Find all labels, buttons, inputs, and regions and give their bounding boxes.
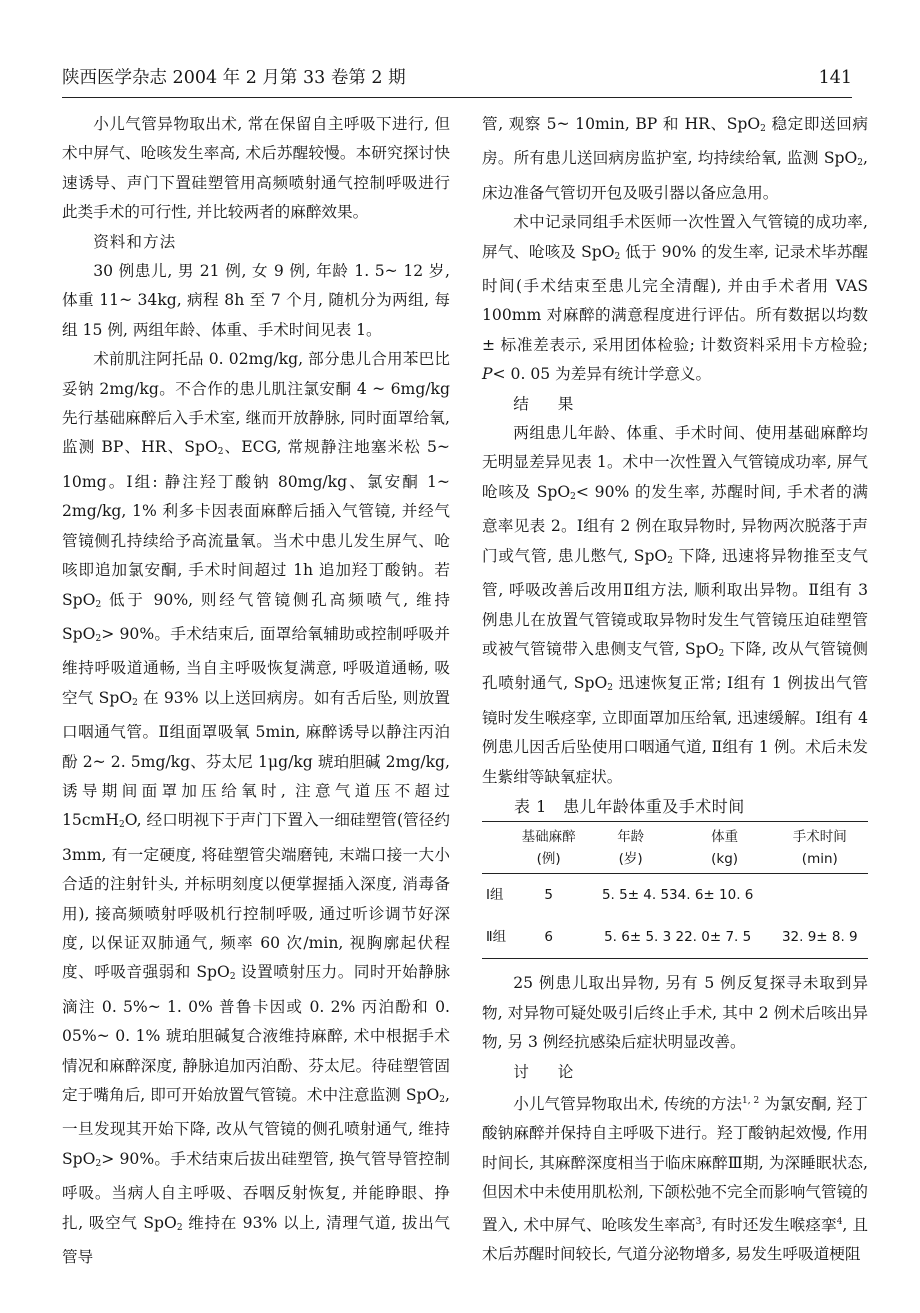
table-row	[482, 874, 868, 917]
section-heading-discussion: 讨 论	[513, 1062, 586, 1081]
citation-ref: 1, 2	[742, 1095, 760, 1106]
table-cell: 6	[544, 929, 553, 946]
table-row	[482, 916, 868, 959]
journal-issue: 陕西医学杂志 2004 年 2 月第 33 卷第 2 期	[62, 68, 406, 88]
table-unit-cell: (min)	[772, 848, 868, 874]
outcome-paragraph: 25 例患儿取出异物, 另有 5 例反复探寻未取到异物, 对异物可疑处吸引后终止手术, 其中 2 例术后咳出异物, 另 3 例经抗感染后症状明显改善。	[482, 974, 868, 1052]
results-paragraph: 两组患儿年龄、体重、手术时间、使用基础麻醉均无明显差异见表 1。术中一次性置入气管镜成功率, 屏气呛咳及 SpO$_2$< 90% 的发生率, 苏醒时间, 手术者的满意率见表 2。Ⅰ组有 2 例在取异物时, 异物两次脱落于声门或气管, 患儿憋气, SpO$_2$ 下降, 迅速将异物推至支气管, 呼吸改善后改用Ⅱ组方法, 顺利取出异物。Ⅱ组有 3 例患儿在放置气管镜或取异物时发生气管镜压迫硅塑管或被气管镜带入患侧支气管, SpO$_2$ 下降, 改从气管镜侧孔喷射通气, SpO$_2$ 迅速恢复正常; Ⅰ组有 1 例拔出气管镜时发生喉痉挛, 立即面罩加压给氧, 迅速缓解。Ⅰ组有 4 例患儿因舌后坠使用口咽通气道, Ⅱ组有 1 例。术后未发生紫绀等缺氧症状。	[482, 424, 869, 786]
section-heading-results: 结 果	[513, 394, 586, 413]
table-cell: 32. 9± 8. 9	[781, 929, 858, 946]
table-cell	[772, 874, 868, 917]
header-rule	[62, 97, 852, 98]
left-column	[62, 110, 450, 1272]
table-row-label: Ⅰ组	[486, 887, 504, 904]
right-column	[482, 110, 868, 1269]
table-unit-cell: (岁)	[584, 848, 678, 874]
citation-ref: 4	[836, 1216, 843, 1227]
section-heading-methods: 资料和方法	[93, 232, 177, 251]
table-header-cell	[482, 822, 514, 849]
table-title: 表 1 患儿年龄体重及手术时间	[514, 796, 745, 816]
anesthesia-method-paragraph: 术前肌注阿托品 0. 02mg/kg, 部分患儿合用苯巴比妥钠 2mg/kg。不合作的患儿肌注氯安酮 4 ~ 6mg/kg 先行基础麻醉后入手术室, 继而开放静脉, 同时面罩给氧, 监测 BP、HR、SpO$_2$、ECG, 常规静注地塞米松 5~ 10mg。Ⅰ组: 静注羟丁酸钠 80mg/kg、氯安酮 1~ 2mg/kg, 1% 利多卡因表面麻醉后插入气管镜, 并经气管镜侧孔持续给予高流量氧。当术中患儿发生屏气、呛咳即追加氯安酮, 手术时间超过 1h 追加羟丁酸钠。若 SpO$_2$ 低于 90%, 则经气管镜侧孔高频喷气, 维持 SpO$_2$> 90%。手术结束后, 面罩给氧辅助或控制呼吸并维持呼吸道通畅, 当自主呼吸恢复满意, 呼吸道通畅, 吸空气 SpO$_2$ 在 93% 以上送回病房。如有舌后坠, 则放置口咽通气管。Ⅱ组面罩吸氧 5min, 麻醉诱导以静注丙泊酚 2~ 2. 5mg/kg、芬太尼 1μg/kg 琥珀胆碱 2mg/kg, 诱导期间面罩加压给氧时, 注意气道压不超过 15cmH$_2$O, 经口明视下于声门下置入一细硅塑管(管径约 3mm, 有一定硬度, 将硅塑管尖端磨钝, 末端口接一大小合适的注射针头, 并标明刻度以便掌握插入深度, 消毒备用), 接高频喷射呼吸机行控制呼吸, 通过听诊调节好深度, 以保证双肺通气, 频率 60 次/min, 视胸廓起伏程度、呼吸音强弱和 SpO$_2$ 设置喷射压力。同时开始静脉滴注 0. 5%~ 1. 0% 普鲁卡因或 0. 2% 丙泊酚和 0. 05%~ 0. 1% 琥珀胆碱复合液维持麻醉, 术中根据手术情况和麻醉深度, 静脉追加丙泊酚、芬太尼。待硅塑管固定于嘴角后, 即可开始放置气管镜。术中注意监测 SpO$_2$, 一旦发现其开始下降, 改从气管镜的侧孔喷射通气, 维持 SpO$_2$> 90%。手术结束后拔出硅塑管, 换气管导管控制呼吸。当病人自主呼吸、吞咽反射恢复, 并能睁眼、挣扎, 吸空气 SpO$_2$ 维持在 93% 以上, 清理气道, 拔出气管导	[62, 350, 451, 1267]
discussion-paragraph: 小儿气管异物取出术, 传统的方法$^{1, 2}$ 为氯安酮, 羟丁酸钠麻醉并保持自主呼吸下进行。羟丁酸钠起效慢, 作用时间长, 其麻醉深度相当于临床麻醉Ⅲ期, 为深睡眠状态, 但因术中未使用肌松剂, 下颌松弛不完全而影响气管镜的置入, 术中屏气、呛咳发生率高$^3$, 有时还发生喉痉挛$^4$, 且术后苏醒时间较长, 气道分泌物增多, 易发生呼吸道梗阻	[482, 1094, 869, 1263]
table-1	[482, 821, 868, 959]
table-header-cell: 基础麻醉	[521, 829, 576, 846]
table-spacer	[482, 959, 868, 969]
citation-ref: 3	[695, 1216, 702, 1227]
table-unit-cell: (例)	[514, 848, 584, 874]
page-number: 141	[818, 68, 852, 88]
table-header-cell: 手术时间	[792, 829, 847, 846]
table-header-cell: 体重	[711, 829, 739, 846]
intro-paragraph: 小儿气管异物取出术, 常在保留自主呼吸下进行, 但术中屏气、呛咳发生率高, 术后苏醒较慢。本研究探讨快速诱导、声门下置硅塑管用高频喷射通气控制呼吸进行此类手术的可行性, 并比较两者的麻醉效果。	[62, 115, 450, 222]
table-header-cell: 年龄	[617, 829, 645, 846]
continuation-paragraph: 管, 观察 5~ 10min, BP 和 HR、SpO$_2$ 稳定即送回病房。所有患儿送回病房监护室, 均持续给氧, 监测 SpO$_2$, 床边准备气管切开包及吸引器以备应急用。	[482, 115, 868, 202]
table-unit-cell: (kg)	[678, 848, 772, 874]
running-header	[62, 64, 852, 92]
table-unit-cell	[482, 848, 514, 874]
table-row-label: Ⅱ组	[486, 929, 507, 946]
table-cell: 5. 6± 5. 3 22. 0± 7. 5	[604, 929, 752, 946]
table-cell: 5	[544, 887, 553, 904]
evaluation-paragraph: 术中记录同组手术医师一次性置入气管镜的成功率, 屏气、呛咳及 SpO$_2$ 低于 90% 的发生率, 记录术毕苏醒时间(手术结束至患儿完全清醒), 并由手术者用 VAS 100mm 对麻醉的满意程度进行评估。所有数据以均数± 标准差表示, 采用团体检验; 计数资料采用卡方检验; P< 0. 05 为差异有统计学意义。	[482, 213, 868, 384]
table-cell: 5. 5± 4. 534. 6± 10. 6	[601, 887, 754, 904]
patients-paragraph: 30 例患儿, 男 21 例, 女 9 例, 年龄 1. 5~ 12 岁, 体重 11~ 34kg, 病程 8h 至 7 个月, 随机分为两组, 每组 15 例, 两组年龄、体重、手术时间见表 1。	[62, 262, 450, 339]
